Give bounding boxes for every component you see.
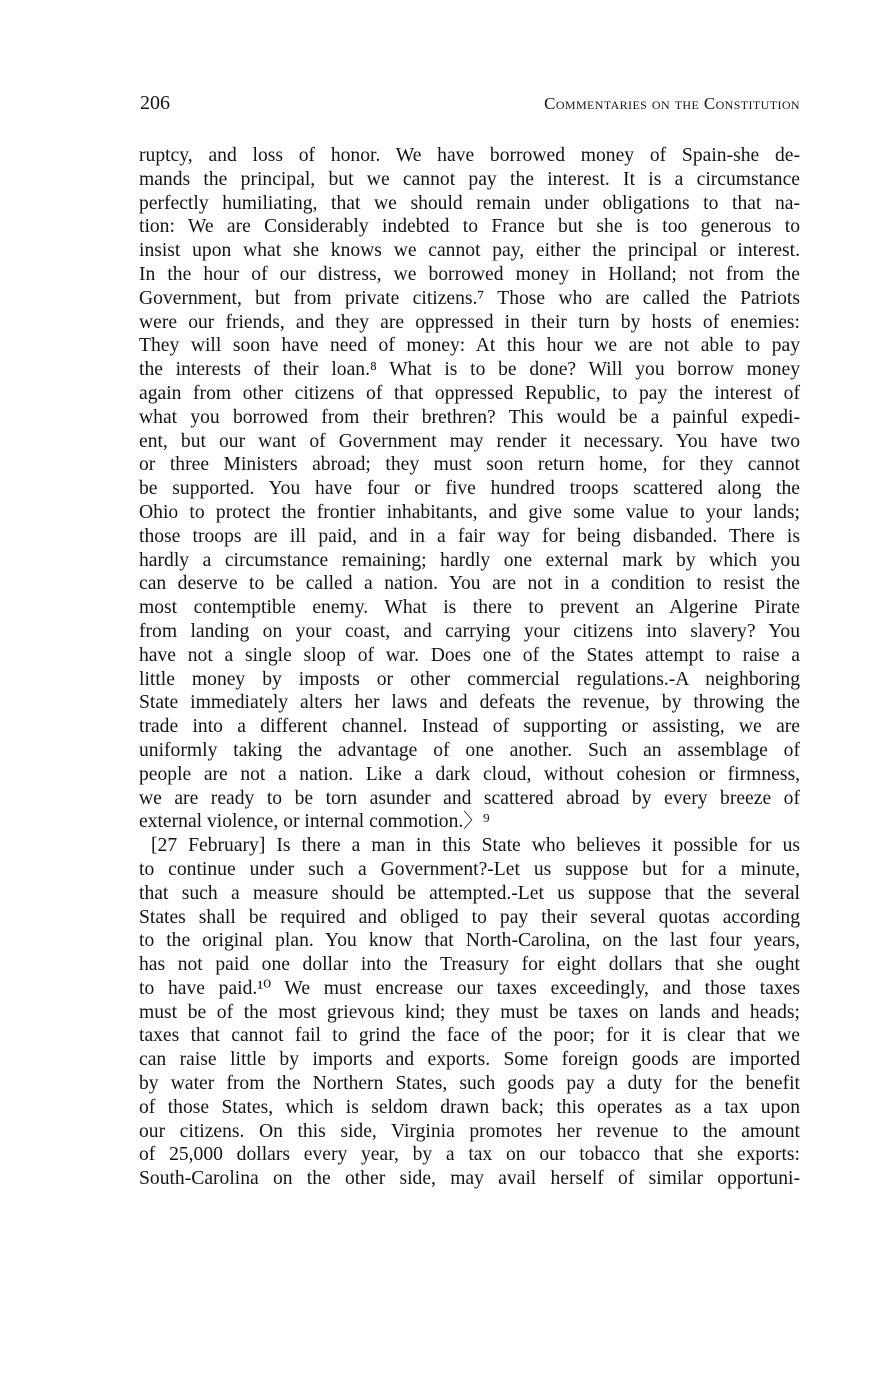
text-line: State immediately alters her laws and defeats the revenue, by throwing the (139, 692, 800, 714)
text-line: have not a single sloop of war. Does one of the States attempt to raise a (139, 644, 800, 666)
text-line: we are ready to be torn asunder and scattered abroad by every breeze of (139, 787, 800, 809)
text-line: South-Carolina on the other side, may avail herself of similar opportuni- (139, 1168, 800, 1190)
paragraph (139, 144, 800, 834)
text-line: to continue under such a Government?-Let us suppose but for a minute, (139, 858, 800, 880)
text-line: our citizens. On this side, Virginia promotes her revenue to the amount (139, 1120, 800, 1142)
text-line: tion: We are Considerably indebted to France but she is too generous to (139, 216, 800, 238)
text-line: can deserve to be called a nation. You are not in a condition to resist the (139, 573, 800, 595)
text-line: hardly a circumstance remaining; hardly one external mark by which you (139, 549, 800, 571)
text-line: [27 February] Is there a man in this State who believes it possible for us (151, 835, 800, 857)
text-line: the interests of their loan.⁸ What is to be done? Will you borrow money (139, 359, 800, 381)
text-line: ent, but our want of Government may render it necessary. You have two (139, 430, 800, 452)
text-line: In the hour of our distress, we borrowed money in Holland; not from the (139, 263, 800, 285)
page-number: 206 (140, 92, 170, 114)
text-line: what you borrowed from their brethren? This would be a painful expedi- (139, 406, 800, 428)
text-line: or three Ministers abroad; they must soon return home, for they cannot (139, 454, 800, 476)
text-line: Government, but from private citizens.⁷ Those who are called the Patriots (139, 287, 800, 309)
text-line: They will soon have need of money: At this hour we are not able to pay (139, 335, 800, 357)
text-line: most contemptible enemy. What is there to prevent an Algerine Pirate (139, 597, 800, 619)
text-line: be supported. You have four or five hundred troops scattered along the (139, 478, 800, 500)
text-line: external violence, or internal commotion.〉⁹ (139, 811, 490, 833)
body-text (139, 144, 800, 1191)
text-line: must be of the most grievous kind; they must be taxes on lands and heads; (139, 1001, 800, 1023)
text-line: has not paid one dollar into the Treasury for eight dollars that she ought (139, 954, 800, 976)
text-line: from landing on your coast, and carrying your citizens into slavery? You (139, 620, 800, 642)
text-line: of those States, which is seldom drawn back; this operates as a tax upon (139, 1096, 800, 1118)
text-line: Ohio to protect the frontier inhabitants, and give some value to your lands; (139, 501, 800, 523)
running-head: Commentaries on the Constitution (544, 94, 800, 113)
text-line: were our friends, and they are oppressed in their turn by hosts of enemies: (139, 311, 800, 333)
text-line: taxes that cannot fail to grind the face of the poor; for it is clear that we (139, 1025, 800, 1047)
paragraph (139, 834, 800, 1191)
text-line: little money by imposts or other commercial regulations.-A neighboring (139, 668, 800, 690)
text-line: those troops are ill paid, and in a fair way for being disbanded. There is (139, 525, 800, 547)
text-line: by water from the Northern States, such goods pay a duty for the benefit (139, 1073, 800, 1095)
text-line: people are not a nation. Like a dark cloud, without cohesion or firmness, (139, 763, 800, 785)
text-line: ruptcy, and loss of honor. We have borrowed money of Spain-she de- (139, 145, 800, 166)
text-line: of 25,000 dollars every year, by a tax on our tobacco that she exports: (139, 1144, 800, 1166)
text-line: to have paid.¹⁰ We must encrease our taxes exceedingly, and those taxes (139, 977, 800, 999)
text-line: that such a measure should be attempted.-Let us suppose that the several (139, 882, 800, 904)
text-line: States shall be required and obliged to pay their several quotas according (139, 906, 800, 928)
text-line: perfectly humiliating, that we should remain under obligations to that na- (139, 192, 800, 214)
text-line: uniformly taking the advantage of one another. Such an assemblage of (139, 739, 800, 761)
text-line: trade into a different channel. Instead of supporting or assisting, we are (139, 716, 800, 738)
text-line: can raise little by imports and exports. Some foreign goods are imported (139, 1049, 800, 1071)
text-line: mands the principal, but we cannot pay the interest. It is a circumstance (139, 168, 800, 190)
page-header (140, 92, 800, 122)
text-line: to the original plan. You know that North-Carolina, on the last four years, (139, 930, 800, 952)
text-line: insist upon what she knows we cannot pay, either the principal or interest. (139, 240, 800, 262)
text-line: again from other citizens of that oppressed Republic, to pay the interest of (139, 382, 800, 404)
